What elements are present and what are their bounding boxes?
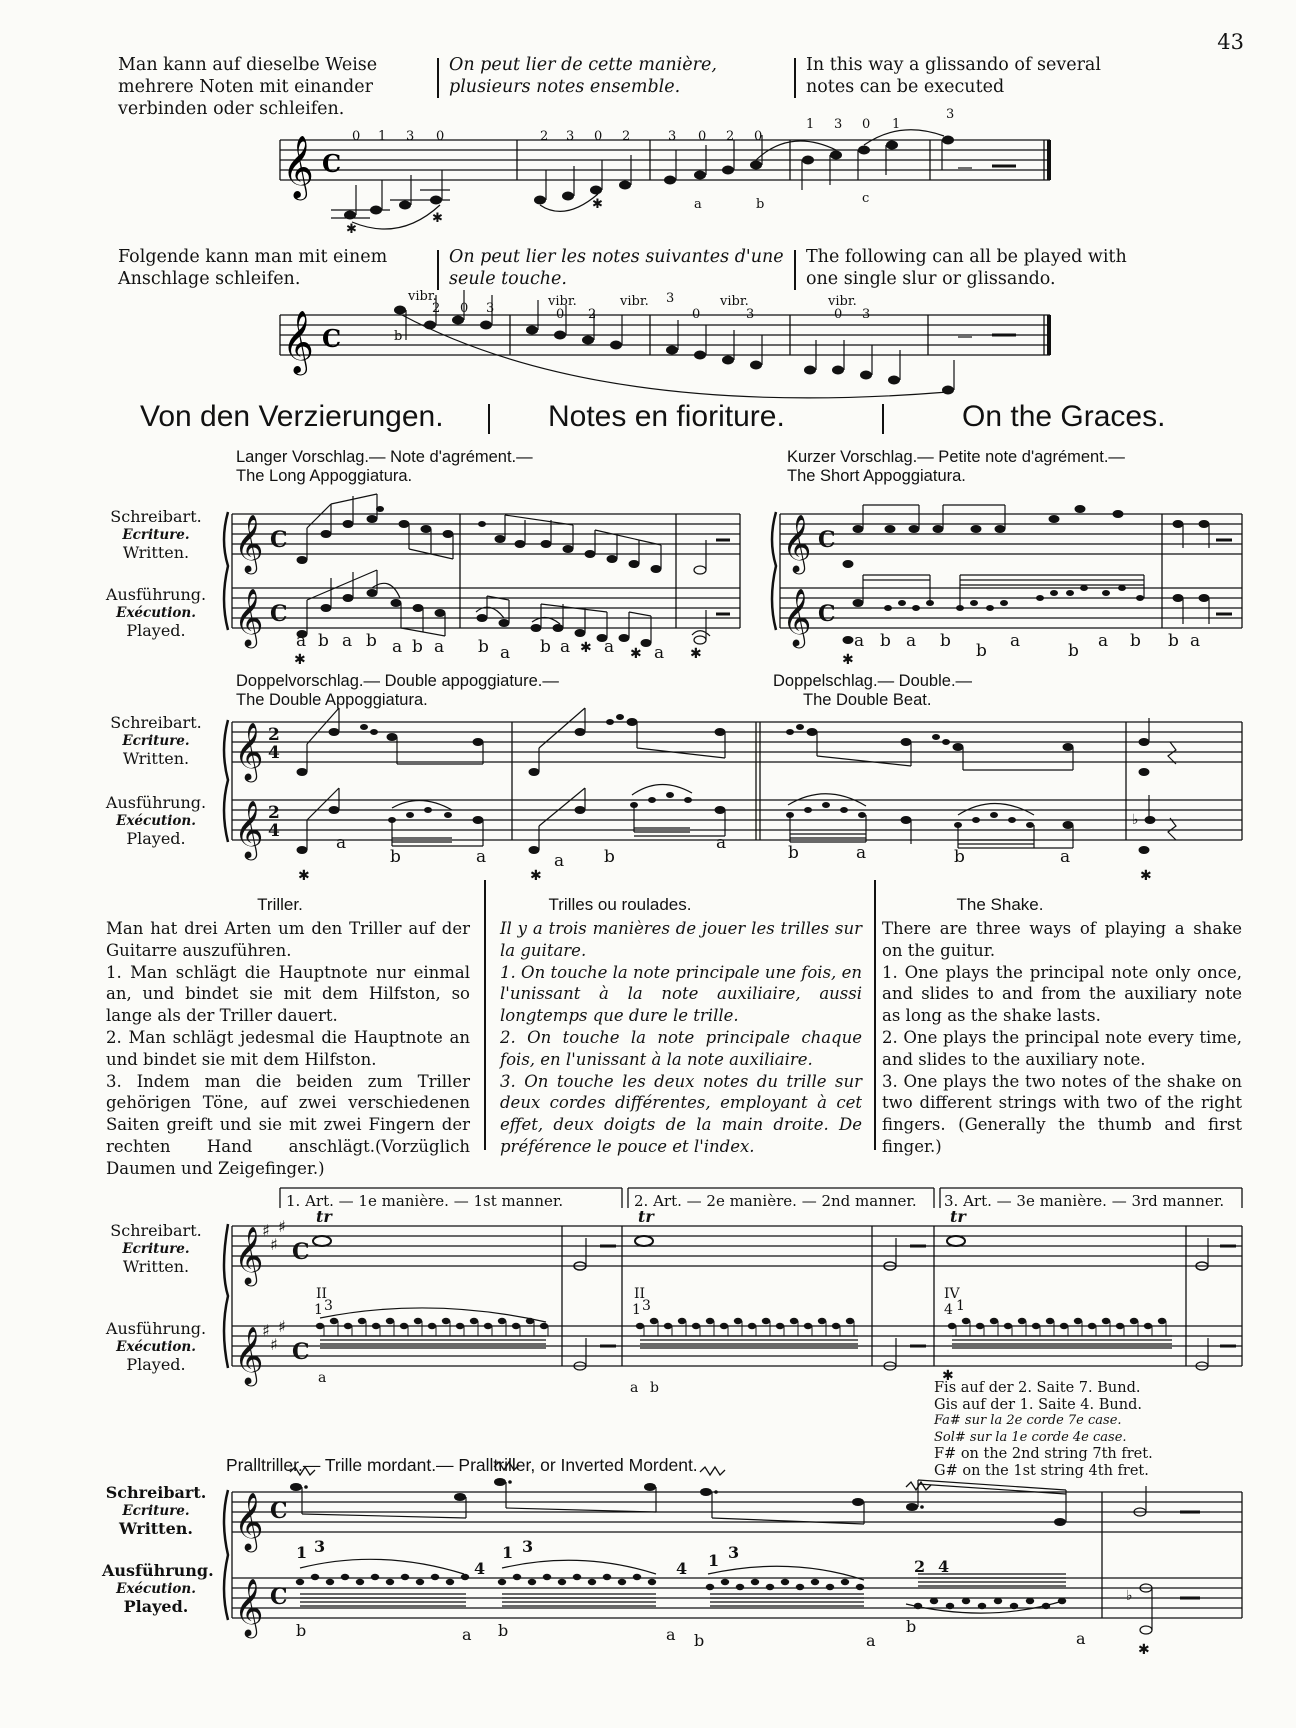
svg-text:0: 0 [436, 129, 445, 144]
svg-text:a: a [630, 1380, 639, 1396]
svg-text:b: b [540, 637, 551, 657]
played-label: Ausführung. Exécution. Played. [105, 1319, 207, 1374]
section-title-german: Von den Verzierungen. [140, 400, 444, 433]
svg-text:C: C [292, 1239, 310, 1265]
svg-text:vibr.: vibr. [548, 294, 577, 309]
shake-title-french: Trilles ou roulades. [548, 895, 692, 914]
note-head [416, 1579, 424, 1585]
svg-text:4: 4 [676, 1559, 688, 1578]
section-title-english: On the Graces. [962, 400, 1166, 433]
svg-text:C: C [322, 324, 342, 353]
svg-text:3: 3 [406, 129, 415, 144]
svg-text:✱: ✱ [592, 197, 603, 212]
svg-text:a: a [716, 833, 727, 853]
note-head [781, 1579, 789, 1585]
svg-text:𝄞: 𝄞 [234, 1226, 264, 1284]
svg-text:3: 3 [486, 301, 495, 316]
svg-text:a: a [476, 847, 487, 867]
intro-german: Man kann auf dieselbe Weise mehrere Noten mit einander verbinden oder schleifen. [118, 55, 378, 119]
note-head [826, 1584, 834, 1590]
svg-text:b: b [694, 1631, 705, 1650]
svg-text:2: 2 [432, 301, 441, 316]
svg-text:𝄞: 𝄞 [234, 1326, 264, 1384]
svg-text:3: 3 [324, 1298, 333, 1314]
svg-text:𝄞: 𝄞 [234, 722, 264, 780]
svg-text:b: b [498, 1621, 509, 1640]
note-head [946, 1603, 954, 1609]
note-head [603, 1574, 611, 1580]
svg-text:4: 4 [944, 1302, 953, 1318]
svg-text:0: 0 [594, 129, 603, 144]
note-head [401, 1574, 409, 1580]
svg-text:4: 4 [268, 821, 280, 841]
shake-text-english: There are three ways of playing a shake on the guitur. 1. One plays the principal note only once, and slides to and from the auxiliary note as long as the shake lasts. 2. One plays the principal note every time, and slides to the auxiliary note. 3. One plays the two notes of the shake on two different strings with two of the right fingers. (Generally the thumb and first finger.) [882, 919, 1242, 1156]
svg-text:2: 2 [540, 129, 549, 144]
svg-text:𝄞: 𝄞 [234, 514, 264, 572]
svg-text:✱: ✱ [530, 868, 542, 884]
note-head [573, 1574, 581, 1580]
note-head [856, 1584, 864, 1590]
svg-text:𝄞: 𝄞 [782, 514, 812, 572]
note-head [543, 1574, 551, 1580]
svg-text:C: C [270, 527, 288, 553]
svg-text:a: a [666, 1625, 676, 1644]
manner-1-label: 1. Art. — 1e manière. — 1st manner. [286, 1192, 564, 1210]
svg-text:b: b [1168, 631, 1179, 651]
svg-text:2: 2 [268, 803, 280, 823]
note-head [341, 1574, 349, 1580]
svg-text:c: c [862, 191, 870, 206]
played-label: Ausführung. Exécution. Played. [105, 793, 207, 848]
pralltriller-label: Pralltriller.— Trille mordant.— Pralltriller, or Inverted Mordent. [226, 1455, 698, 1475]
svg-text:3: 3 [728, 1543, 740, 1562]
svg-text:✱: ✱ [842, 652, 854, 668]
double-beat-label: Doppelschlag.— Double.— The Double Beat. [773, 672, 973, 709]
svg-text:a: a [856, 843, 867, 863]
svg-text:a: a [1076, 1629, 1086, 1648]
svg-text:b: b [954, 847, 965, 867]
shake-text-german: Man hat drei Arten um den Triller auf der Guitarre auszuführen. 1. Man schlägt die Hauptnote nur einmal an, und bindet sie mit dem Hilfston, so lange als der Triller dauert. 2. Man schlägt jedesmal die Hauptnote an und bindet sie mit dem Hilfston. 3. Indem man die beiden zum Triller gehörigen Töne, auf zwei verschiedenen Saiten greift und sie mit zwei Fingern der rechten Hand anschlägt.(Vorzüglich Daumen und Zeigefinger.) [106, 919, 470, 1178]
note-head [962, 1598, 970, 1604]
note-head [841, 1579, 849, 1585]
svg-text:1: 1 [378, 129, 387, 144]
svg-text:b: b [1068, 641, 1079, 661]
svg-text:a: a [392, 637, 403, 657]
note-head [914, 1603, 922, 1609]
svg-text:4: 4 [474, 1559, 486, 1578]
svg-text:b: b [976, 641, 987, 661]
treble-clef-icon: 𝄞 [282, 135, 314, 198]
note-head [431, 1574, 439, 1580]
svg-text:1: 1 [892, 117, 901, 132]
long-appoggiatura-label: Langer Vorschlag.— Note d'agrément.— The Long Appoggiatura. [236, 448, 533, 485]
svg-text:♯: ♯ [262, 1321, 270, 1340]
svg-text:a: a [854, 631, 865, 651]
svg-text:vibr.: vibr. [408, 289, 437, 304]
svg-text:b: b [390, 847, 401, 867]
svg-text:b: b [366, 631, 377, 651]
svg-text:1: 1 [314, 1302, 323, 1318]
svg-text:C: C [270, 1584, 288, 1610]
svg-text:b: b [650, 1380, 659, 1396]
svg-text:C: C [818, 527, 836, 553]
note-head [588, 1579, 596, 1585]
svg-text:b: b [756, 197, 765, 212]
note-head [721, 1579, 729, 1585]
svg-text:0: 0 [754, 129, 763, 144]
section-title-french: Notes en fioriture. [548, 400, 785, 433]
svg-text:a: a [500, 643, 511, 663]
intro-french: On peut lier de cette manière, plusieurs notes ensemble. [449, 55, 717, 97]
svg-text:2: 2 [726, 129, 735, 144]
svg-text:b: b [604, 847, 615, 867]
svg-text:0: 0 [556, 307, 565, 322]
intro2-german: Folgende kann man mit einem Anschlage schleifen. [118, 247, 388, 289]
svg-text:2: 2 [268, 725, 280, 745]
svg-text:C: C [270, 1498, 288, 1524]
note-head [796, 1584, 804, 1590]
svg-text:4: 4 [938, 1557, 950, 1576]
svg-text:3: 3 [668, 129, 677, 144]
svg-text:✱: ✱ [630, 646, 642, 662]
svg-text:vibr.: vibr. [620, 294, 649, 309]
svg-text:♯: ♯ [278, 1217, 286, 1236]
svg-text:♯: ♯ [270, 1235, 278, 1254]
note-head [751, 1579, 759, 1585]
svg-text:✱: ✱ [298, 868, 310, 884]
note-head [978, 1603, 986, 1609]
note-head [513, 1574, 521, 1580]
note-head [994, 1598, 1002, 1604]
svg-text:𝄞: 𝄞 [282, 310, 314, 373]
svg-text:♯: ♯ [262, 1221, 270, 1240]
intro2-french: On peut lier les notes suivantes d'une seule touche. [449, 247, 784, 289]
svg-text:✱: ✱ [690, 646, 702, 662]
svg-text:C: C [292, 1339, 310, 1365]
svg-text:C: C [270, 601, 288, 627]
note-head [633, 1574, 641, 1580]
svg-text:a: a [694, 197, 702, 212]
svg-text:✱: ✱ [942, 1368, 954, 1384]
note-head [1058, 1598, 1066, 1604]
svg-text:3: 3 [946, 107, 955, 122]
note-head [618, 1579, 626, 1585]
note-head [311, 1574, 319, 1580]
svg-text:2: 2 [622, 129, 631, 144]
svg-text:4: 4 [268, 743, 280, 763]
svg-text:✱: ✱ [1138, 1642, 1150, 1658]
svg-text:✱: ✱ [1140, 868, 1152, 884]
svg-text:0: 0 [692, 307, 701, 322]
note-head [446, 1579, 454, 1585]
written-label: Schreibart. Ecriture. Written. [110, 1221, 202, 1276]
svg-text:a: a [462, 1625, 472, 1644]
svg-text:a: a [906, 631, 917, 651]
svg-text:b: b [788, 843, 799, 863]
svg-text:a: a [554, 851, 565, 871]
note-head [371, 1574, 379, 1580]
svg-text:IV: IV [944, 1286, 960, 1302]
svg-text:1: 1 [296, 1543, 308, 1562]
svg-text:✱: ✱ [432, 211, 443, 226]
note-head [811, 1579, 819, 1585]
note-head [1042, 1603, 1050, 1609]
svg-text:3: 3 [666, 291, 675, 306]
svg-text:a: a [1190, 631, 1201, 651]
svg-text:a: a [866, 1631, 876, 1650]
svg-text:a: a [318, 1370, 327, 1386]
svg-text:3: 3 [642, 1298, 651, 1314]
note-head [736, 1584, 744, 1590]
svg-text:1: 1 [502, 1543, 514, 1562]
intro2-english: The following can all be played with one single slur or glissando. [806, 247, 1127, 289]
note-head [326, 1579, 334, 1585]
svg-text:3: 3 [834, 117, 843, 132]
manner-2-label: 2. Art. — 2e manière. — 2nd manner. [634, 1192, 917, 1210]
shake-title-english: The Shake. [956, 895, 1044, 914]
svg-text:𝄞: 𝄞 [782, 588, 812, 646]
note-head [498, 1579, 506, 1585]
svg-text:1: 1 [632, 1302, 641, 1318]
played-label: Ausführung. Exécution. Played. [102, 1561, 214, 1616]
svg-text:b: b [318, 631, 329, 651]
note-head [461, 1574, 469, 1580]
note-head [706, 1584, 714, 1590]
written-label: Schreibart. Ecriture. Written. [105, 1483, 207, 1538]
svg-text:✱: ✱ [346, 222, 357, 237]
manner-3-label: 3. Art. — 3e manière. — 3rd manner. [944, 1192, 1225, 1210]
note-head [386, 1579, 394, 1585]
svg-text:0: 0 [834, 307, 843, 322]
svg-text:b: b [940, 631, 951, 651]
svg-text:a: a [434, 637, 445, 657]
note-head [558, 1579, 566, 1585]
note-head [930, 1598, 938, 1604]
note-head [1010, 1603, 1018, 1609]
svg-text:b: b [412, 637, 423, 657]
svg-text:♯: ♯ [270, 1335, 278, 1354]
note-head [356, 1579, 364, 1585]
svg-text:vibr.: vibr. [720, 294, 749, 309]
svg-text:3: 3 [522, 1537, 534, 1556]
svg-text:a: a [342, 631, 353, 651]
svg-text:tr: tr [316, 1207, 332, 1226]
written-label: Schreibart. Ecriture. Written. [110, 713, 202, 768]
played-label: Ausführung. Exécution. Played. [105, 585, 207, 640]
svg-text:0: 0 [460, 301, 469, 316]
svg-text:II: II [316, 1286, 328, 1302]
svg-text:3: 3 [314, 1537, 326, 1556]
svg-text:0: 0 [352, 129, 361, 144]
svg-text:b: b [1130, 631, 1141, 651]
svg-text:♭: ♭ [1132, 812, 1139, 828]
svg-text:a: a [654, 643, 665, 663]
svg-text:2: 2 [914, 1557, 926, 1576]
svg-text:1: 1 [806, 117, 815, 132]
page-number: 43 [1217, 30, 1244, 54]
note-head [296, 1579, 304, 1585]
svg-text:♯: ♯ [278, 1317, 286, 1336]
svg-text:a: a [560, 637, 571, 657]
svg-text:𝄞: 𝄞 [234, 588, 264, 646]
intro-english: In this way a glissando of several notes can be executed [806, 55, 1101, 97]
note-head [528, 1579, 536, 1585]
svg-text:b: b [880, 631, 891, 651]
svg-text:tr: tr [638, 1207, 654, 1226]
svg-text:a: a [1060, 847, 1071, 867]
svg-text:𝄞: 𝄞 [234, 1578, 264, 1636]
note-head [1026, 1598, 1034, 1604]
svg-text:II: II [634, 1286, 646, 1302]
svg-text:C: C [322, 149, 342, 178]
svg-text:b: b [296, 1621, 307, 1640]
svg-text:a: a [604, 637, 615, 657]
svg-text:C: C [818, 601, 836, 627]
svg-text:1: 1 [708, 1551, 720, 1570]
note-head [648, 1579, 656, 1585]
svg-text:3: 3 [746, 307, 755, 322]
svg-text:b: b [394, 329, 403, 344]
note-head [766, 1584, 774, 1590]
svg-text:♭: ♭ [1126, 1588, 1133, 1604]
svg-text:vibr.: vibr. [828, 294, 857, 309]
svg-text:b: b [906, 1617, 917, 1636]
written-label: Schreibart. Ecriture. Written. [110, 507, 202, 562]
svg-text:𝄞: 𝄞 [234, 800, 264, 858]
svg-text:a: a [296, 631, 307, 651]
svg-text:✱: ✱ [294, 652, 306, 668]
svg-text:✱: ✱ [580, 640, 592, 656]
shake-text-french: Il y a trois manières de jouer les trilles sur la guitare. 1. On touche la note principale une fois, en l'unissant à la note auxiliaire, aussi longtemps que dure le trille. 2. On touche la note principale chaque fois, en l'unissant à la note auxiliaire. 3. On touche les deux notes du trille sur deux cordes différentes, employant à cet effet, deux doigts de la main droite. De préférence le pouce et l'index. [500, 919, 862, 1156]
svg-text:0: 0 [862, 117, 871, 132]
fret-notes: Fis auf der 2. Saite 7. Bund. Gis auf der 1. Saite 4. Bund. Fa# sur la 2e corde 7e case. Sol# sur la 1e corde 4e case. F# on the 2nd string 7th fret. G# on the 1st string 4th fret. [934, 1380, 1153, 1479]
svg-text:b: b [478, 637, 489, 657]
short-appoggiatura-label: Kurzer Vorschlag.— Petite note d'agrément.— The Short Appoggiatura. [787, 448, 1125, 485]
svg-text:tr: tr [950, 1207, 966, 1226]
svg-text:1: 1 [956, 1298, 965, 1314]
svg-text:a: a [1010, 631, 1021, 651]
svg-text:a: a [1098, 631, 1109, 651]
svg-text:3: 3 [862, 307, 871, 322]
svg-text:3: 3 [566, 129, 575, 144]
svg-text:0: 0 [698, 129, 707, 144]
svg-text:a: a [336, 833, 347, 853]
svg-text:𝄞: 𝄞 [234, 1492, 264, 1550]
svg-text:2: 2 [588, 307, 597, 322]
shake-title-german: Triller. [257, 895, 303, 914]
double-appoggiatura-label: Doppelvorschlag.— Double appoggiature.— The Double Appoggiatura. [236, 672, 559, 709]
